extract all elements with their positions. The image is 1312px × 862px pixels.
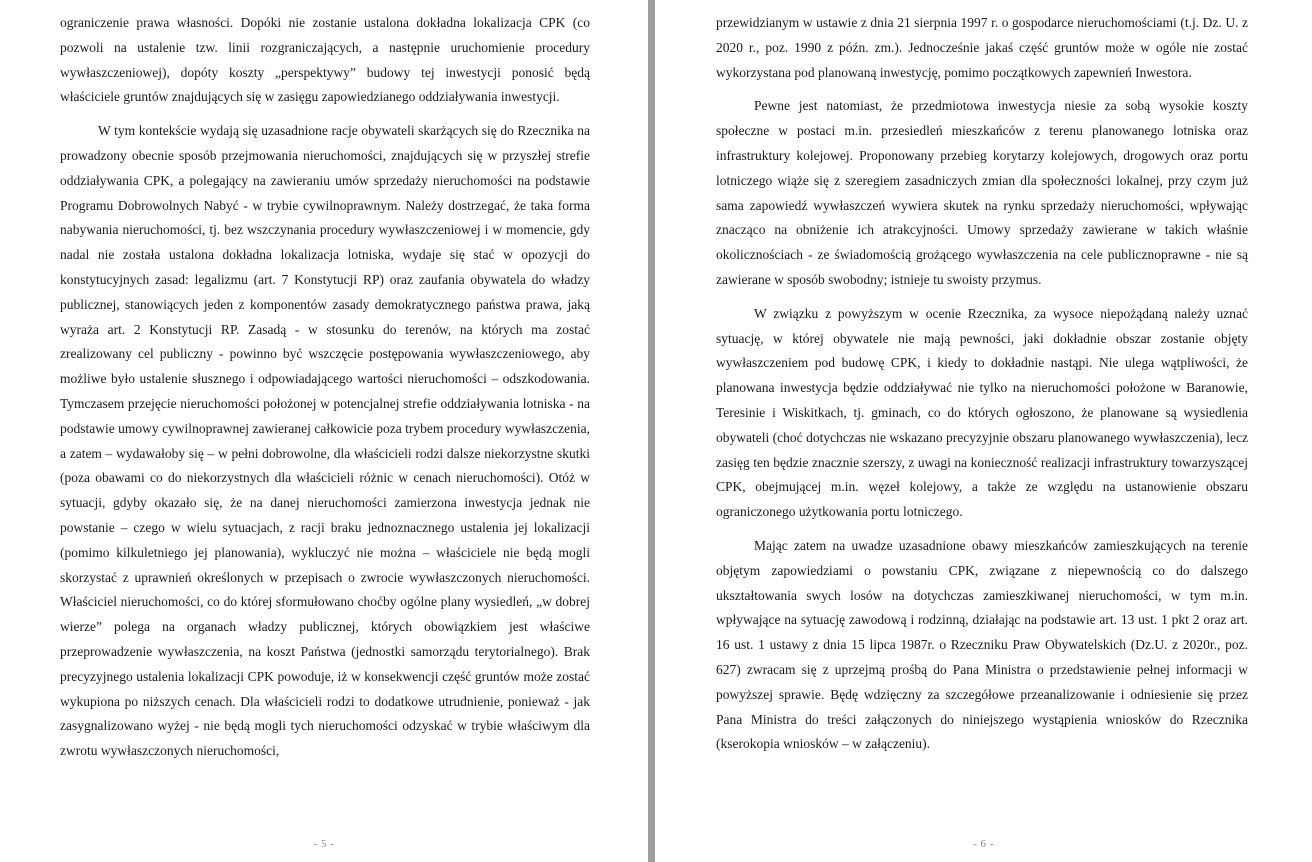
page-5 xyxy=(0,0,648,862)
paragraph: ograniczenie prawa własności. Dopóki nie zostanie ustalona dokładna lokalizacja CPK (co pozwoli na ustalenie tzw. linii rozgraniczających, a następnie uruchomienie procedury wywłaszczeniowej), dopóty koszty „perspektywy” budowy tej inwestycji ponosić będą właściciele gruntów znajdujących się w zasięgu zapowiedzianego oddziaływania inwestycji. xyxy=(60,15,590,105)
page-6 xyxy=(655,0,1312,862)
paragraph: przewidzianym w ustawie z dnia 21 sierpnia 1997 r. o gospodarce nieruchomościami (t.j. Dz. U. z 2020 r., poz. 1990 z późn. zm.). Jednocześnie jakaś część gruntów może w ogóle nie zostać wykorzystana pod planowaną inwestycję, pomimo początkowych zapewnień Inwestora. xyxy=(716,15,1248,80)
paragraph: W tym kontekście wydają się uzasadnione racje obywateli skarżących się do Rzecznika na prowadzony obecnie sposób przejmowania nieruchomości, znajdujących się w przyszłej strefie oddziaływania CPK, a polegający na zawieraniu umów sprzedaży nieruchomości na podstawie Programu Dobrowolnych Nabyć - w trybie cywilnoprawnym. Należy dostrzegać, że taka forma nabywania nieruchomości, tj. bez wszczynania procedury wywłaszczeniowej i w momencie, gdy nadal nie została ustalona dokładna lokalizacja lotniska, wydaje się stać w opozycji do konstytucyjnych zasad: legalizmu (art. 7 Konstytucji RP) oraz zaufania obywatela do władzy publicznej, stanowiących jeden z komponentów zasady demokratycznego państwa prawa, jaką wyraża art. 2 Konstytucji RP. Zasadą - w stosunku do terenów, na których ma zostać zrealizowany cel publiczny - powinno być wszczęcie postępowania wywłaszczeniowego, aby możliwe było ustalenie słusznego i odpowiadającego wartości nieruchomości – odszkodowania. Tymczasem przejęcie nieruchomości położonej w potencjalnej strefie oddziaływania lotniska - na podstawie umowy cywilnoprawnej zawieranej całkowicie poza trybem procedury wywłaszczenia, a zatem – wydawałoby się – w pełni dobrowolne, dla właścicieli rodzi dalsze niekorzystne skutki (poza obawami co do niekorzystnych dla właścicieli różnic w cenach nieruchomości). Otóż w sytuacji, gdyby okazało się, że na danej nieruchomości zamierzona inwestycja jednak nie powstanie – czego w wielu sytuacjach, z racji braku jednoznacznego ustalenia jej lokalizacji (pomimo kilkuletniego jej planowania), wykluczyć nie można – właściciele nie będą mogli skorzystać z uprawnień określonych w przepisach o zwrocie wywłaszczonych nieruchomości. Właściciel nieruchomości, co do której sformułowano choćby ogólne plany wysiedleń, „w dobrej wierze” polega na organach władzy publicznej, których obowiązkiem jest właściwe przeprowadzenie wywłaszczenia, na koszt Państwa (jednostki samorządu terytorialnego). Brak precyzyjnego ustalenia lokalizacji CPK powoduje, iż w konsekwencji część gruntów może zostać wykupiona po niższych cenach. Dla właścicieli rodzi to dodatkowe utrudnienie, ponieważ - jak zasygnalizowano wyżej - nie będą mogli tych nieruchomości odzyskać w trybie właściwym dla zwrotu wywłaszczonych nieruchomości, xyxy=(60,123,590,759)
page-5-text xyxy=(60,11,590,773)
paragraph: W związku z powyższym w ocenie Rzecznika, za wysoce niepożądaną należy uznać sytuację, w której obywatele nie mają pewności, jaki dokładnie obszar zostanie objęty wywłaszczeniem pod budowę CPK, i kiedy to dokładnie nastąpi. Nie ulega wątpliwości, że planowana inwestycja będzie oddziaływać nie tylko na nieruchomości położone w Baranowie, Teresinie i Wiskitkach, tj. gminach, co do których ogłoszono, że planowane są wysiedlenia obywateli (choć dotychczas nie wskazano precyzyjnie obszaru planowanego wywłaszczenia), lecz zasięg ten będzie znacznie szerszy, z uwagi na konieczność realizacji infrastruktury towarzyszącej CPK, obejmującej m.in. węzeł kolejowy, a także ze względu na ustanowienie obszaru ograniczonego użytkowania portu lotniczego. xyxy=(716,305,1248,520)
page-6-text xyxy=(716,11,1248,766)
paragraph: Pewne jest natomiast, że przedmiotowa inwestycja niesie za sobą wysokie koszty społeczne w postaci m.in. przesiedleń mieszkańców z terenu planowanego lotniska oraz infrastruktury kolejowej. Proponowany przebieg korytarzy kolejowych, drogowych oraz portu lotniczego wiąże się z szeregiem zasadniczych zmian dla społeczności lokalnej, przy czym już sama zapowiedź wywłaszczeń wywiera skutek na rynku sprzedaży nieruchomości, wpływając znacząco na obniżenie ich atrakcyjności. Umowy sprzedaży zawierane w takich właśnie okolicznościach - ze świadomością grożącego wywłaszczenia na cele publicznoprawne - nie są zawierane w sposób swobodny; istnieje tu swoisty przymus. xyxy=(716,98,1248,287)
page-number: - 6 - xyxy=(973,838,994,850)
paragraph: Mając zatem na uwadze uzasadnione obawy mieszkańców zamieszkujących na terenie objętym zapowiedziami o powstaniu CPK, związane z niepewnością co do dalszego ukształtowania swych losów na dotychczas zamieszkiwanej nieruchomości, w tym m.in. wpływające na sytuację zawodową i rodzinną, działając na podstawie art. 13 ust. 1 pkt 2 oraz art. 16 ust. 1 ustawy z dnia 15 lipca 1987r. o Rzeczniku Praw Obywatelskich (Dz.U. z 2020r., poz. 627) zwracam się z uprzejmą prośbą do Pana Ministra o przedstawienie pełnej informacji w powyższej sprawie. Będę wdzięczny za szczegółowe przeanalizowanie i odniesienie się przez Pana Ministra do treści załączonych do niniejszego wystąpienia wniosków do Rzecznika (kserokopia wniosków – w załączeniu). xyxy=(716,537,1248,752)
page-number: - 5 - xyxy=(313,838,335,850)
